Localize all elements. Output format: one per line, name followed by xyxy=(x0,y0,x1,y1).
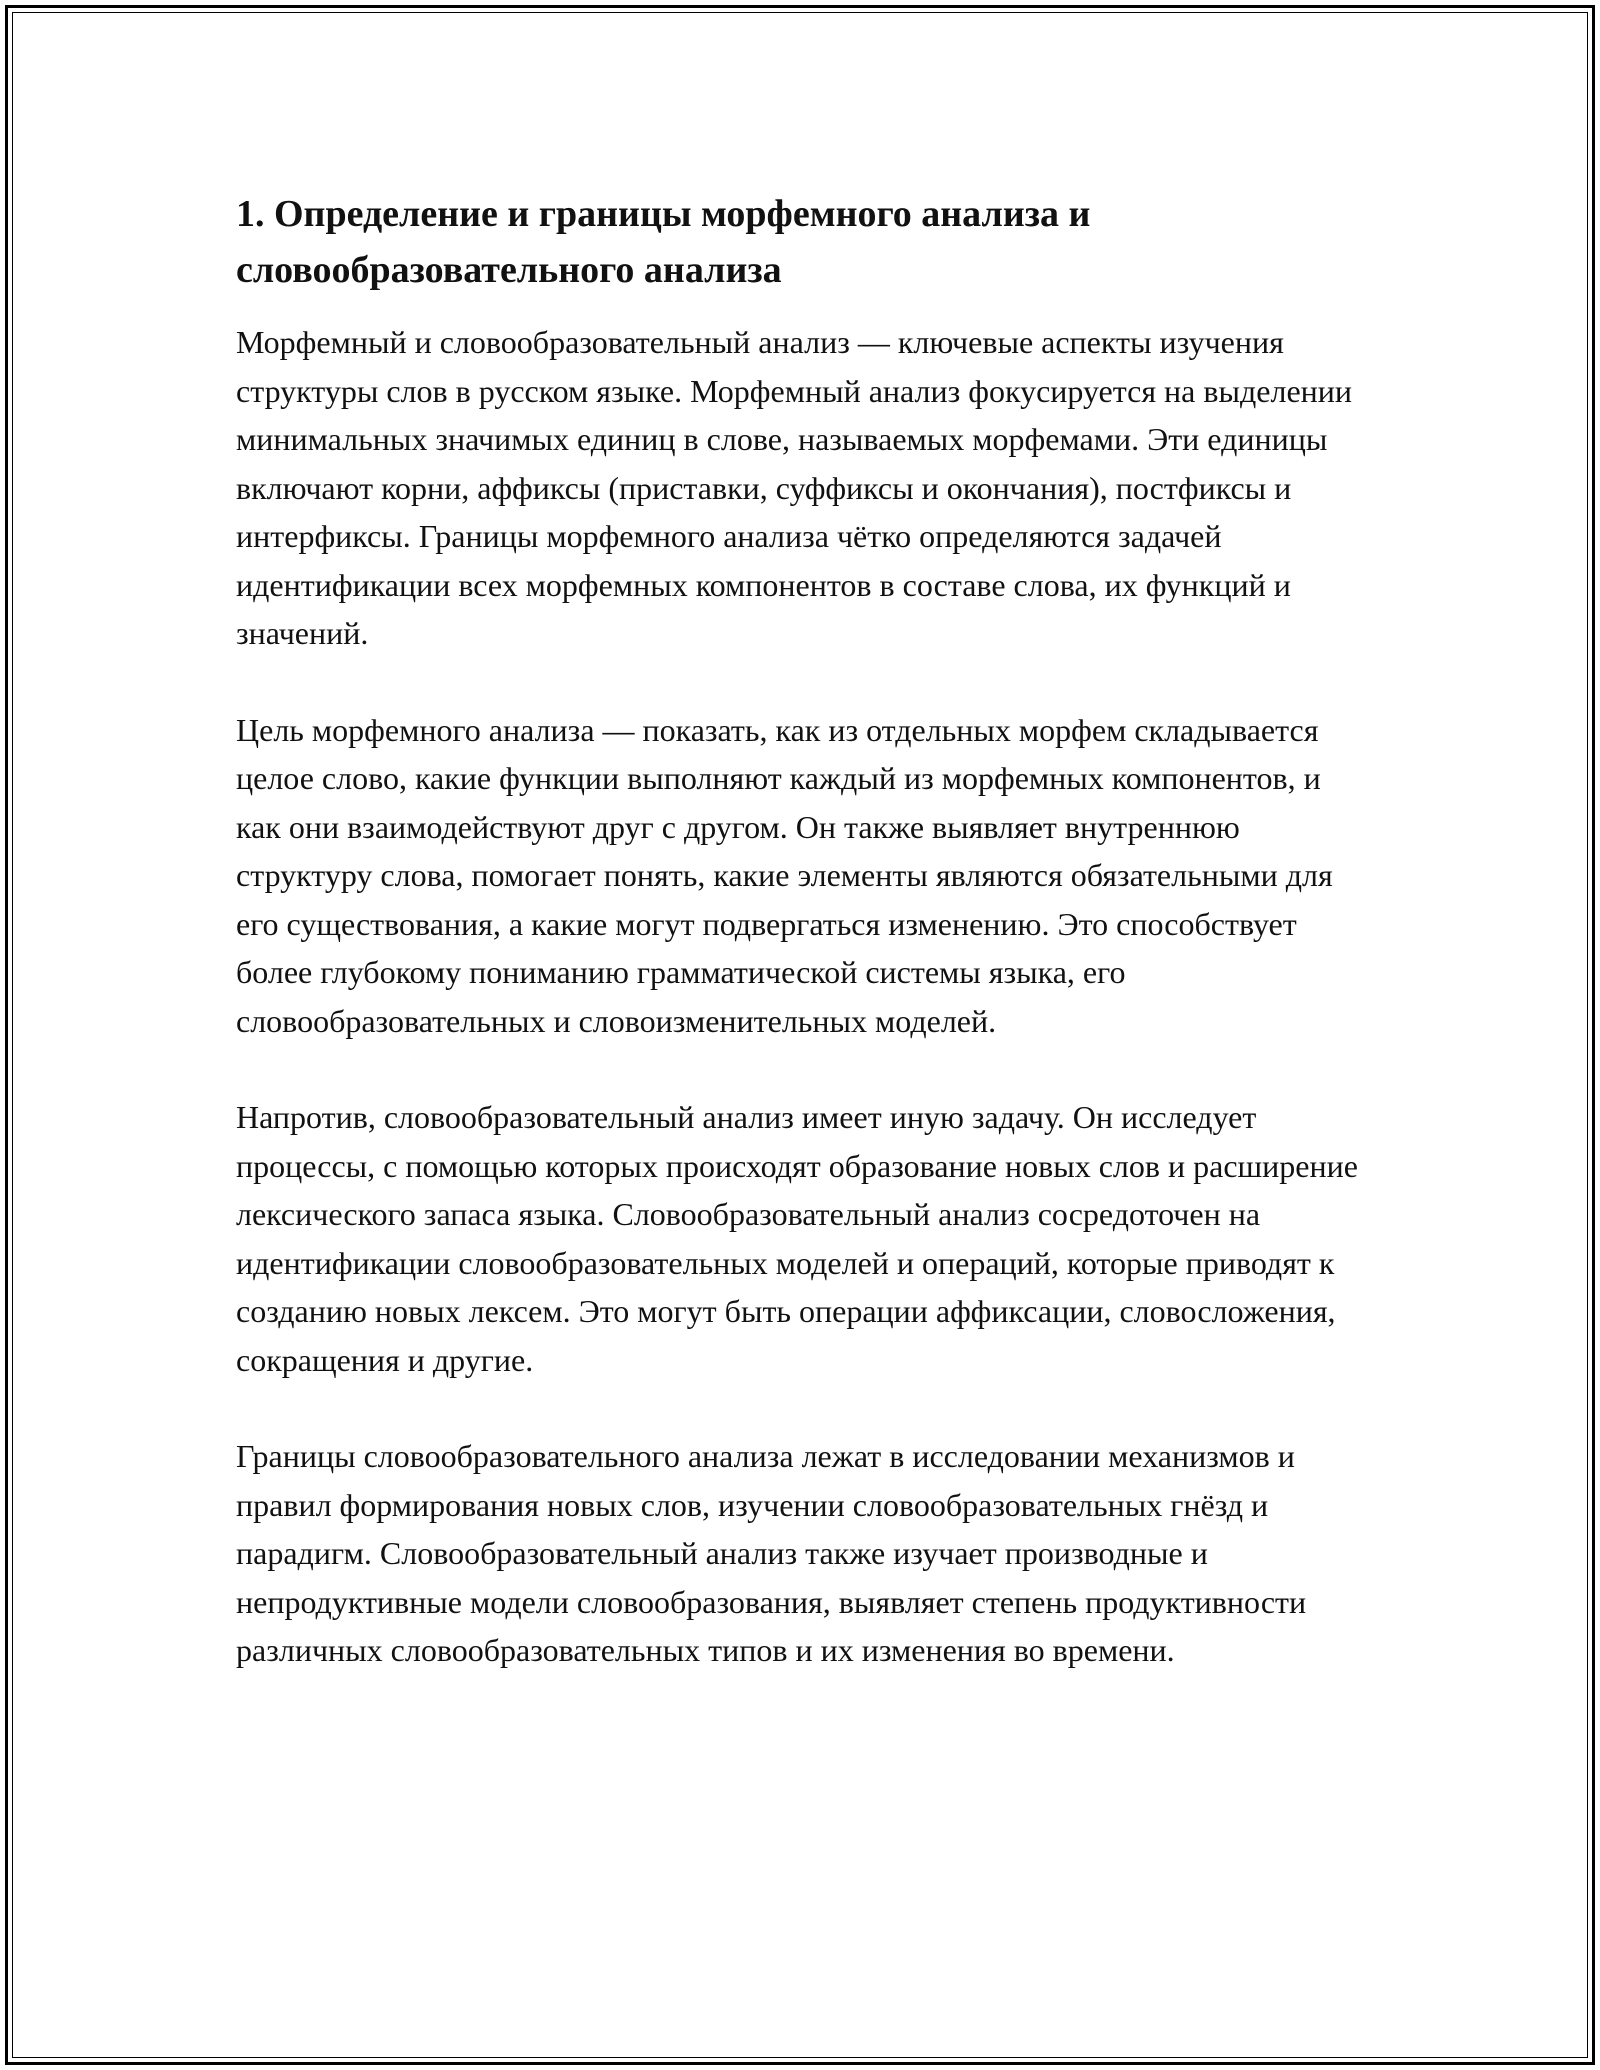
paragraph-3: Напротив, словообразовательный анализ имеет иную задачу. Он исследует процессы, с помощью которых происходят образование новых слов и расширение лексического запаса языка. Словообразовательный анализ сосредоточен на идентификации словообразовательных моделей и операций, которые приводят к созданию новых лексем. Это могут быть операции аффиксации, словосложения, сокращения и другие. xyxy=(236,1099,1358,1378)
paragraph-4: Границы словообразовательного анализа лежат в исследовании механизмов и правил формирования новых слов, изучении словообразовательных гнёзд и парадигм. Словообразовательный анализ также изучает производные и непродуктивные модели словообразования, выявляет степень продуктивности различных словообразовательных типов и их изменения во времени. xyxy=(236,1438,1307,1668)
section-heading: 1. Определение и границы морфемного анализа и словообразовательного анализа xyxy=(236,193,1091,291)
document-body xyxy=(236,186,1360,1723)
paragraph-2: Цель морфемного анализа — показать, как из отдельных морфем складывается целое слово, какие функции выполняют каждый из морфемных компонентов, и как они взаимодействуют друг с другом. Он также выявляет внутреннюю структуру слова, помогает понять, какие элементы являются обязательными для его существования, а какие могут подвергаться изменению. Это способствует более глубокому пониманию грамматической системы языка, его словообразовательных и словоизменительных моделей. xyxy=(236,711,1333,1039)
paragraph-1: Морфемный и словообразовательный анализ — ключевые аспекты изучения структуры слов в русском языке. Морфемный анализ фокусируется на выделении минимальных значимых единиц в слове, называемых морфемами. Эти единицы включают корни, аффиксы (приставки, суффиксы и окончания), постфиксы и интерфиксы. Границы морфемного анализа чётко определяются задачей идентификации всех морфемных компонентов в составе слова, их функций и значений. xyxy=(236,324,1353,651)
